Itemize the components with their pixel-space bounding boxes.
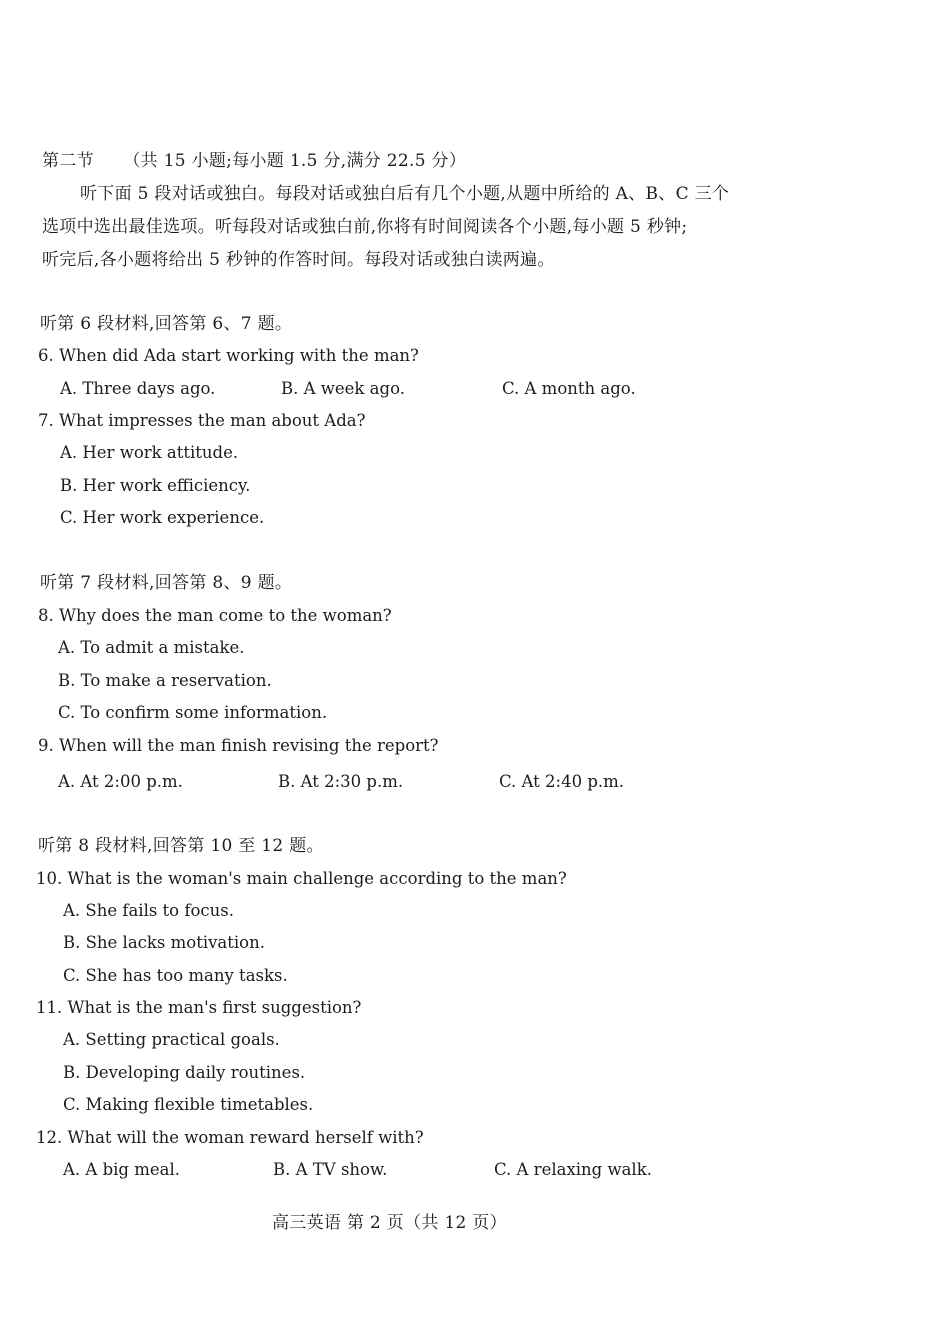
option-c: C. Her work experience. (60, 508, 265, 527)
option-b: B. A TV show. (273, 1160, 388, 1179)
group-heading: 听第 8 段材料,回答第 10 至 12 题。 (38, 836, 324, 856)
question-stem: 12. What will the woman reward herself with? (36, 1128, 424, 1147)
option-b: B. A week ago. (281, 379, 405, 398)
option-c: C. At 2:40 p.m. (499, 772, 625, 791)
option-c: C. She has too many tasks. (63, 966, 288, 985)
option-a: A. To admit a mistake. (58, 638, 245, 657)
question-stem: 7. What impresses the man about Ada? (38, 411, 366, 430)
question-stem: 8. Why does the man come to the woman? (38, 606, 392, 625)
option-c: C. A relaxing walk. (494, 1160, 652, 1179)
option-c: C. To confirm some information. (58, 703, 328, 722)
section-header (42, 150, 466, 172)
question-stem: 10. What is the woman's main challenge according to the man? (36, 869, 567, 888)
option-a: A. She fails to focus. (63, 901, 234, 920)
option-c: C. Making flexible timetables. (63, 1095, 314, 1114)
group-heading: 听第 7 段材料,回答第 8、9 题。 (40, 573, 293, 593)
question-stem: 11. What is the man's first suggestion? (36, 998, 362, 1017)
option-a: A. At 2:00 p.m. (58, 772, 183, 791)
option-b: B. To make a reservation. (58, 671, 272, 690)
question-stem: 6. When did Ada start working with the man? (38, 346, 419, 365)
option-a: A. Three days ago. (60, 379, 216, 398)
option-a: A. Her work attitude. (60, 443, 239, 462)
option-b: B. At 2:30 p.m. (278, 772, 404, 791)
page-footer: 高三英语 第 2 页（共 12 页） (272, 1213, 507, 1233)
option-a: A. A big meal. (63, 1160, 180, 1179)
question-stem: 9. When will the man finish revising the report? (38, 736, 439, 755)
section-scoring: （共 15 小题;每小题 1.5 分,满分 22.5 分） (123, 151, 467, 171)
group-heading: 听第 6 段材料,回答第 6、7 题。 (40, 314, 293, 334)
instruction-line: 听下面 5 段对话或独白。每段对话或独白后有几个小题,从题中所给的 A、B、C 三个 (80, 184, 730, 204)
section-title: 第二节 (42, 151, 94, 171)
instruction-line: 选项中选出最佳选项。听每段对话或独白前,你将有时间阅读各个小题,每小题 5 秒钟; (42, 217, 688, 237)
option-a: A. Setting practical goals. (63, 1030, 280, 1049)
option-c: C. A month ago. (502, 379, 636, 398)
option-b: B. Her work efficiency. (60, 476, 251, 495)
instruction-line: 听完后,各小题将给出 5 秒钟的作答时间。每段对话或独白读两遍。 (42, 250, 555, 270)
option-b: B. Developing daily routines. (63, 1063, 306, 1082)
option-b: B. She lacks motivation. (63, 933, 265, 952)
